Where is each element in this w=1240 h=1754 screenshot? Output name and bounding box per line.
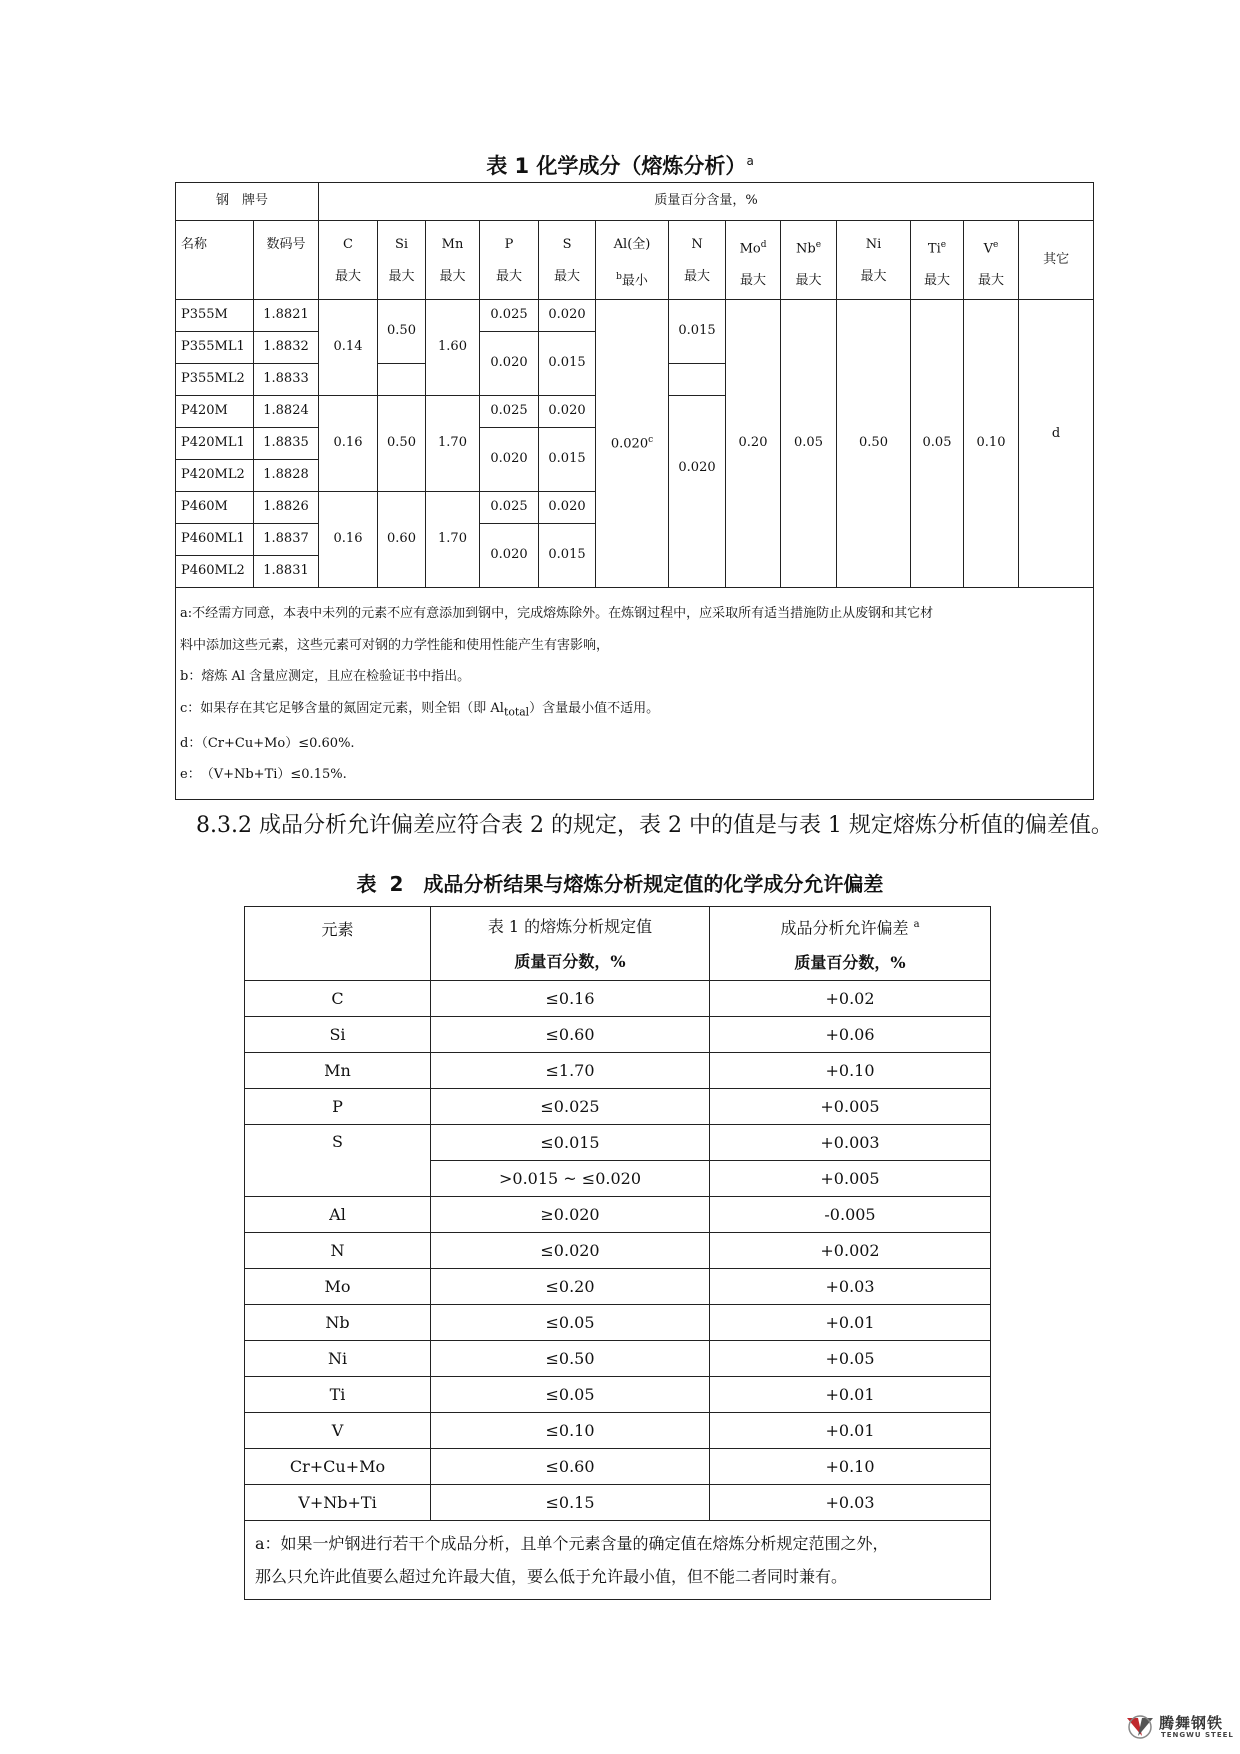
cell-p: 0.020 — [480, 428, 539, 492]
table2-title: 表 2 成品分析结果与熔炼分析规定值的化学成分允许偏差 — [356, 872, 884, 896]
cell-tolerance: +0.03 — [710, 1485, 991, 1521]
cell-tolerance: +0.003 — [710, 1125, 991, 1161]
footnote: b：熔炼 Al 含量应测定，且应在检验证书中指出。 — [180, 669, 471, 684]
cell-tolerance: +0.01 — [710, 1377, 991, 1413]
col-header-spec: 表 1 的熔炼分析规定值 质量百分数，% — [431, 907, 710, 981]
cell-spec: ≤0.020 — [431, 1233, 710, 1269]
cell-mn: 1.60 — [426, 300, 480, 396]
col-header-tolerance: 成品分析允许偏差 $^a$ 质量百分数，% — [710, 907, 991, 981]
cell-mn: 1.70 — [426, 492, 480, 588]
footnote: c：如果存在其它足够含量的氮固定元素，则全铝（即 $Al_{total}$）含量最小值不适用。 — [180, 700, 660, 719]
cell-s: 0.020 — [539, 396, 596, 428]
table-row — [245, 1017, 991, 1053]
table-row — [245, 1377, 991, 1413]
cell-element: Mo — [245, 1269, 431, 1305]
cell-tolerance: +0.06 — [710, 1017, 991, 1053]
cell-spec: ≤0.025 — [431, 1089, 710, 1125]
cell-element: V+Nb+Ti — [245, 1485, 431, 1521]
table-row — [245, 1125, 991, 1161]
grade-code: 1.8824 — [254, 396, 319, 428]
cell-element: P — [245, 1089, 431, 1125]
cell-p: 0.025 — [480, 396, 539, 428]
cell-element: Nb — [245, 1305, 431, 1341]
logo-text-en: TENGWU STEEL — [1161, 1731, 1234, 1739]
col-header-element: Nb$^e$ 最大 — [781, 221, 837, 300]
footnote: a：如果一炉钢进行若干个成品分析，且单个元素含量的确定值在熔炼分析规定范围之外， — [255, 1534, 889, 1554]
grade-name: P355M — [176, 300, 254, 332]
cell-spec: ≤0.05 — [431, 1377, 710, 1413]
table-row — [245, 1449, 991, 1485]
cell-spec: ≤0.05 — [431, 1305, 710, 1341]
cell-si-blank — [378, 364, 426, 396]
cell-element: S — [245, 1125, 431, 1197]
table-row — [245, 1089, 991, 1125]
col-header-element: Al(全) $^b$最小 — [596, 221, 669, 300]
grade-code: 1.8835 — [254, 428, 319, 460]
cell-spec: ≤0.10 — [431, 1413, 710, 1449]
col-header-element: N 最大 — [669, 221, 726, 300]
col-header-element: C 最大 — [319, 221, 378, 300]
cell-n: 0.020 — [669, 396, 726, 588]
cell-element: Ni — [245, 1341, 431, 1377]
cell-tolerance: +0.005 — [710, 1089, 991, 1125]
grade-name: P355ML2 — [176, 364, 254, 396]
cell-ti: 0.05 — [911, 300, 964, 588]
col-header-element: Ve 最大 — [964, 221, 1019, 300]
cell-element: Cr+Cu+Mo — [245, 1449, 431, 1485]
footnote: a:不经需方同意，本表中未列的元素不应有意添加到钢中，完成熔炼除外。在炼钢过程中，应采取所有适当措施防止从废钢和其它材 — [180, 606, 934, 621]
cell-v: 0.10 — [964, 300, 1019, 588]
cell-p: 0.020 — [480, 332, 539, 396]
cell-nb: 0.05 — [781, 300, 837, 588]
grade-code: 1.8837 — [254, 524, 319, 556]
cell-spec: ≤0.015 — [431, 1125, 710, 1161]
cell-s: 0.015 — [539, 524, 596, 588]
cell-tolerance: +0.002 — [710, 1233, 991, 1269]
table-row — [245, 1197, 991, 1233]
cell-element: Si — [245, 1017, 431, 1053]
table-row — [245, 1305, 991, 1341]
company-logo — [1125, 1712, 1237, 1742]
section-paragraph: 8.3.2 成品分析允许偏差应符合表 2 的规定，表 2 中的值是与表 1 规定熔炼分析值的偏差值。 — [196, 813, 1113, 838]
cell-mo: 0.20 — [726, 300, 781, 588]
cell-tolerance: +0.05 — [710, 1341, 991, 1377]
cell-al: 0.020$^c$ — [596, 300, 669, 588]
grade-group-header: 钢 牌号 — [176, 183, 319, 221]
cell-s: 0.015 — [539, 428, 596, 492]
table-row — [245, 1413, 991, 1449]
cell-c: 0.16 — [319, 396, 378, 492]
content-group-header: 质量百分含量，% — [319, 183, 1094, 221]
cell-n: 0.015 — [669, 300, 726, 364]
cell-element: C — [245, 981, 431, 1017]
cell-spec: >0.015 ~ ≤0.020 — [431, 1161, 710, 1197]
cell-s: 0.015 — [539, 332, 596, 396]
cell-spec: ≤0.20 — [431, 1269, 710, 1305]
cell-p: 0.025 — [480, 492, 539, 524]
grade-name: P355ML1 — [176, 332, 254, 364]
cell-element: V — [245, 1413, 431, 1449]
table2-footnote — [245, 1521, 991, 1600]
grade-code: 1.8828 — [254, 460, 319, 492]
grade-name: P460ML2 — [176, 556, 254, 588]
cell-c: 0.16 — [319, 492, 378, 588]
grade-code: 1.8826 — [254, 492, 319, 524]
cell-spec: ≤0.60 — [431, 1017, 710, 1053]
cell-tolerance: +0.02 — [710, 981, 991, 1017]
table-row — [245, 1269, 991, 1305]
logo-mark-icon — [1125, 1714, 1155, 1740]
col-header-element: Mo$^d$ 最大 — [726, 221, 781, 300]
cell-p: 0.025 — [480, 300, 539, 332]
cell-tolerance: +0.01 — [710, 1305, 991, 1341]
footnote: e： （V+Nb+Ti）≤0.15%. — [180, 767, 347, 783]
col-header-element: Ni 最大 — [837, 221, 911, 300]
col-header-element: Si 最大 — [378, 221, 426, 300]
col-header-other: 其它 — [1019, 221, 1094, 300]
grade-name: P420ML1 — [176, 428, 254, 460]
cell-si: 0.50 — [378, 396, 426, 492]
cell-s: 0.020 — [539, 300, 596, 332]
cell-mn: 1.70 — [426, 396, 480, 492]
cell-si: 0.50 — [378, 300, 426, 364]
cell-tolerance: +0.10 — [710, 1449, 991, 1485]
col-header-element: Mn 最大 — [426, 221, 480, 300]
cell-spec: ≤0.50 — [431, 1341, 710, 1377]
col-header-name: 名称 — [176, 221, 254, 300]
grade-code: 1.8833 — [254, 364, 319, 396]
cell-spec: ≤0.15 — [431, 1485, 710, 1521]
cell-other: d — [1019, 300, 1094, 588]
grade-code: 1.8821 — [254, 300, 319, 332]
table-row — [245, 1485, 991, 1521]
table-row — [245, 1233, 991, 1269]
cell-c: 0.14 — [319, 300, 378, 396]
cell-tolerance: +0.005 — [710, 1161, 991, 1197]
footnote: d：（Cr+Cu+Mo）≤0.60%. — [180, 735, 355, 751]
cell-ni: 0.50 — [837, 300, 911, 588]
cell-spec: ≤0.16 — [431, 981, 710, 1017]
grade-name: P420M — [176, 396, 254, 428]
cell-s: 0.020 — [539, 492, 596, 524]
logo-text-cn: 腾舞钢铁 — [1159, 1714, 1224, 1732]
table1-footnotes — [176, 588, 1094, 800]
table1-title: 表 1 化学成分（熔炼分析）$^a$ — [486, 154, 754, 178]
cell-element: Al — [245, 1197, 431, 1233]
cell-tolerance: -0.005 — [710, 1197, 991, 1233]
grade-code: 1.8832 — [254, 332, 319, 364]
grade-name: P460ML1 — [176, 524, 254, 556]
cell-spec: ≤0.60 — [431, 1449, 710, 1485]
cell-spec: ≥0.020 — [431, 1197, 710, 1233]
cell-si: 0.60 — [378, 492, 426, 588]
grade-code: 1.8831 — [254, 556, 319, 588]
col-header-element: Ti$^e$ 最大 — [911, 221, 964, 300]
cell-p: 0.020 — [480, 524, 539, 588]
cell-tolerance: +0.01 — [710, 1413, 991, 1449]
cell-tolerance: +0.10 — [710, 1053, 991, 1089]
col-header-element: P 最大 — [480, 221, 539, 300]
col-header-element: S 最大 — [539, 221, 596, 300]
grade-name: P460M — [176, 492, 254, 524]
footnote: 料中添加这些元素，这些元素可对钢的力学性能和使用性能产生有害影响， — [180, 637, 610, 653]
cell-tolerance: +0.03 — [710, 1269, 991, 1305]
cell-element: Mn — [245, 1053, 431, 1089]
cell-element: N — [245, 1233, 431, 1269]
col-header-element: 元素 — [245, 907, 431, 981]
footnote: 那么只允许此值要么超过允许最大值，要么低于允许最小值，但不能二者同时兼有。 — [255, 1567, 848, 1587]
col-header-code: 数码号 — [254, 221, 319, 300]
cell-element: Ti — [245, 1377, 431, 1413]
cell-spec: ≤1.70 — [431, 1053, 710, 1089]
table-row — [245, 1053, 991, 1089]
cell-n-blank — [669, 364, 726, 396]
table-row — [245, 1341, 991, 1377]
table-row — [245, 981, 991, 1017]
chemical-composition-table — [175, 182, 1094, 800]
grade-name: P420ML2 — [176, 460, 254, 492]
tolerance-table — [244, 906, 991, 1600]
